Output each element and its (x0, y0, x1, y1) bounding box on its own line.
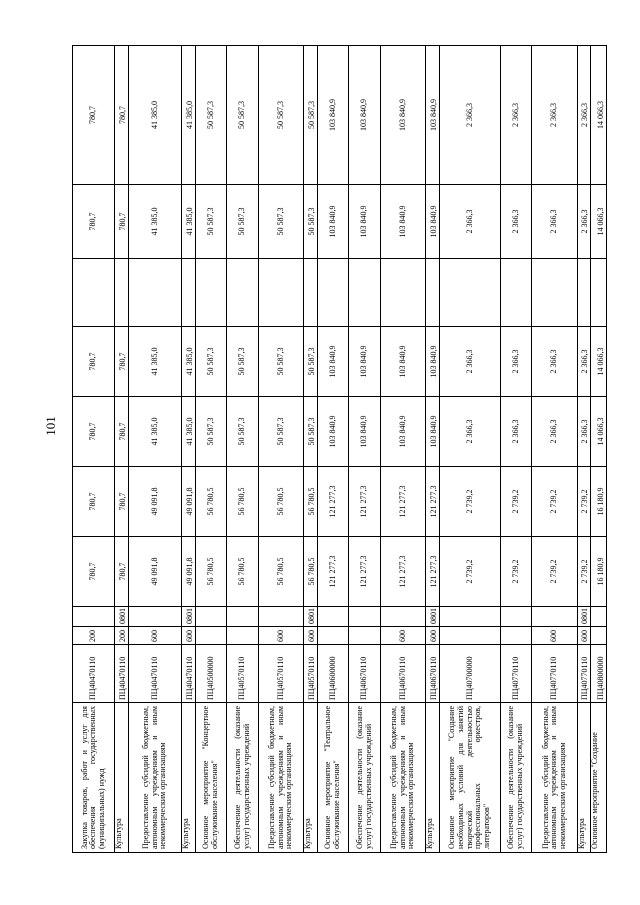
table-row (426, 46, 440, 853)
value-cell: 2 739,2 (501, 537, 532, 607)
value-cell: 2 739,2 (501, 467, 532, 537)
section-code: 0801 (426, 607, 440, 627)
value-cell: 2 739,2 (578, 467, 591, 537)
value-cell: 103 840,9 (318, 327, 349, 397)
value-cell: 50 587,3 (259, 397, 304, 467)
value-cell: 2 366,3 (440, 327, 501, 397)
table-row (304, 46, 318, 853)
table-row (440, 46, 501, 853)
row-name: Основное мероприятие "Концертное обслуживание населения" (196, 703, 227, 853)
value-cell: 50 587,3 (196, 46, 227, 185)
value-cell: 2 366,3 (440, 397, 501, 467)
value-cell: 121 277,3 (318, 537, 349, 607)
value-cell: 121 277,3 (426, 467, 440, 537)
value-cell: 780,7 (73, 537, 115, 607)
value-cell: 14 066,3 (591, 397, 607, 467)
target-code: ПЦ40470110 (182, 645, 196, 703)
value-cell: 50 587,3 (227, 185, 259, 259)
target-code: ПЦ40670110 (381, 645, 426, 703)
value-cell: 2 739,2 (578, 537, 591, 607)
expense-group: 600 (426, 627, 440, 645)
target-code: ПЦ40570110 (259, 645, 304, 703)
value-cell: 780,7 (73, 46, 115, 185)
section-code (129, 607, 182, 627)
expense-group (349, 627, 381, 645)
value-cell: 103 840,9 (349, 185, 381, 259)
value-cell: 50 587,3 (304, 397, 318, 467)
target-code: ПЦ40470110 (129, 645, 182, 703)
value-cell: 103 840,9 (381, 185, 426, 259)
expense-group: 600 (578, 627, 591, 645)
value-cell: 50 587,3 (304, 185, 318, 259)
expense-group: 200 (73, 627, 115, 645)
value-cell: 780,7 (73, 467, 115, 537)
table-row (259, 46, 304, 853)
value-cell (532, 259, 578, 327)
value-cell: 103 840,9 (381, 397, 426, 467)
value-cell: 56 780,5 (196, 467, 227, 537)
table-row (349, 46, 381, 853)
section-code (532, 607, 578, 627)
table-row (196, 46, 227, 853)
value-cell (578, 259, 591, 327)
expense-group (196, 627, 227, 645)
value-cell: 2 366,3 (532, 46, 578, 185)
target-code: ПЦ40770110 (578, 645, 591, 703)
section-code (259, 607, 304, 627)
value-cell: 2 366,3 (440, 185, 501, 259)
row-name: Культура (578, 703, 591, 853)
value-cell: 121 277,3 (381, 467, 426, 537)
value-cell: 780,7 (115, 537, 129, 607)
table-row (227, 46, 259, 853)
value-cell: 50 587,3 (227, 46, 259, 185)
value-cell: 2 366,3 (532, 397, 578, 467)
row-name: Культура (115, 703, 129, 853)
table-row (532, 46, 578, 853)
value-cell: 2 739,2 (440, 467, 501, 537)
value-cell: 50 587,3 (304, 327, 318, 397)
table-row (182, 46, 196, 853)
section-code (501, 607, 532, 627)
value-cell: 2 366,3 (578, 397, 591, 467)
value-cell: 2 366,3 (440, 46, 501, 185)
value-cell (115, 259, 129, 327)
table-row (318, 46, 349, 853)
row-name: Основное мероприятие "Создание (591, 703, 607, 853)
section-code (318, 607, 349, 627)
value-cell: 103 840,9 (349, 327, 381, 397)
value-cell: 103 840,9 (426, 46, 440, 185)
target-code: ПЦ40670110 (426, 645, 440, 703)
value-cell: 56 780,5 (227, 467, 259, 537)
value-cell (227, 259, 259, 327)
value-cell: 49 091,8 (129, 537, 182, 607)
value-cell: 49 091,8 (129, 467, 182, 537)
value-cell: 50 587,3 (304, 46, 318, 185)
value-cell: 780,7 (115, 467, 129, 537)
value-cell: 2 366,3 (501, 46, 532, 185)
value-cell (591, 259, 607, 327)
row-name: Обеспечение деятельности (оказание услуг) государственных учреждений (349, 703, 381, 853)
target-code: ПЦ40570110 (227, 645, 259, 703)
value-cell: 50 587,3 (227, 327, 259, 397)
table-row (501, 46, 532, 853)
table-row (591, 46, 607, 853)
section-code (349, 607, 381, 627)
value-cell: 41 385,0 (129, 397, 182, 467)
value-cell: 121 277,3 (318, 467, 349, 537)
section-code (196, 607, 227, 627)
value-cell: 780,7 (115, 185, 129, 259)
section-code: 0801 (182, 607, 196, 627)
value-cell: 56 780,5 (196, 537, 227, 607)
row-name: Культура (304, 703, 318, 853)
section-code (381, 607, 426, 627)
value-cell: 41 385,0 (182, 185, 196, 259)
value-cell (440, 259, 501, 327)
section-code: 0801 (115, 607, 129, 627)
target-code: ПЦ40600000 (318, 645, 349, 703)
row-name: Обеспечение деятельности (оказание услуг) государственных учреждений (501, 703, 532, 853)
value-cell: 121 277,3 (349, 537, 381, 607)
value-cell: 121 277,3 (381, 537, 426, 607)
value-cell: 2 366,3 (578, 185, 591, 259)
table-row (115, 46, 129, 853)
value-cell: 780,7 (115, 327, 129, 397)
expense-group: 600 (129, 627, 182, 645)
value-cell (196, 259, 227, 327)
value-cell: 2 366,3 (532, 327, 578, 397)
section-code (227, 607, 259, 627)
value-cell: 49 091,8 (182, 537, 196, 607)
row-name: Культура (426, 703, 440, 853)
value-cell: 16 180,9 (591, 537, 607, 607)
target-code: ПЦ40500000 (196, 645, 227, 703)
section-code: 0801 (578, 607, 591, 627)
row-name: Предоставление субсидий бюджетным, автономным учреждениям и иным некоммерческим организациям (259, 703, 304, 853)
value-cell: 56 780,5 (227, 537, 259, 607)
value-cell: 2 366,3 (501, 397, 532, 467)
section-code (440, 607, 501, 627)
target-code: ПЦ40570110 (304, 645, 318, 703)
target-code: ПЦ40770110 (501, 645, 532, 703)
expense-group (318, 627, 349, 645)
target-code: ПЦ40470110 (73, 645, 115, 703)
value-cell: 50 587,3 (196, 185, 227, 259)
target-code: ПЦ40770110 (532, 645, 578, 703)
value-cell (318, 259, 349, 327)
value-cell: 2 366,3 (578, 46, 591, 185)
value-cell: 50 587,3 (227, 397, 259, 467)
table-row (381, 46, 426, 853)
value-cell: 780,7 (115, 46, 129, 185)
row-name: Предоставление субсидий бюджетным, автономным учреждениям и иным некоммерческим организациям (532, 703, 578, 853)
expense-group: 600 (381, 627, 426, 645)
value-cell (182, 259, 196, 327)
row-name: Обеспечение деятельности (оказание услуг) государственных учреждений (227, 703, 259, 853)
value-cell (129, 259, 182, 327)
value-cell: 56 780,5 (304, 467, 318, 537)
page-number: 101 (43, 416, 58, 436)
row-name: Закупка товаров, работ и услуг для обеспечения государственных (муниципальных) нужд (73, 703, 115, 853)
value-cell: 41 385,0 (182, 46, 196, 185)
value-cell: 2 739,2 (532, 467, 578, 537)
expense-group: 600 (259, 627, 304, 645)
value-cell: 50 587,3 (196, 327, 227, 397)
value-cell: 2 739,2 (532, 537, 578, 607)
target-code: ПЦ40670110 (349, 645, 381, 703)
value-cell: 780,7 (115, 397, 129, 467)
value-cell: 103 840,9 (318, 185, 349, 259)
value-cell: 14 066,3 (591, 46, 607, 185)
expense-group: 200 (115, 627, 129, 645)
table-body (73, 46, 607, 853)
value-cell (501, 259, 532, 327)
table-row (578, 46, 591, 853)
value-cell: 14 066,3 (591, 327, 607, 397)
value-cell: 780,7 (73, 327, 115, 397)
value-cell: 2 366,3 (501, 327, 532, 397)
section-code (591, 607, 607, 627)
value-cell: 50 587,3 (259, 46, 304, 185)
value-cell: 49 091,8 (182, 467, 196, 537)
value-cell (426, 259, 440, 327)
value-cell: 103 840,9 (381, 46, 426, 185)
table-frame (72, 66, 606, 853)
row-name: Основное мероприятие "Театральное обслуживание населения" (318, 703, 349, 853)
row-name: Предоставление субсидий бюджетным, автономным учреждениям и иным некоммерческим организациям (129, 703, 182, 853)
budget-table (72, 45, 607, 853)
value-cell: 2 366,3 (501, 185, 532, 259)
value-cell: 103 840,9 (381, 327, 426, 397)
row-name: Культура (182, 703, 196, 853)
value-cell: 103 840,9 (426, 397, 440, 467)
value-cell (259, 259, 304, 327)
value-cell: 103 840,9 (349, 46, 381, 185)
row-name: Предоставление субсидий бюджетным, автономным учреждениям и иным некоммерческим организациям (381, 703, 426, 853)
value-cell: 41 385,0 (129, 46, 182, 185)
expense-group: 600 (304, 627, 318, 645)
value-cell: 103 840,9 (349, 397, 381, 467)
value-cell: 56 780,5 (259, 537, 304, 607)
value-cell: 50 587,3 (196, 397, 227, 467)
value-cell: 121 277,3 (349, 467, 381, 537)
value-cell: 780,7 (73, 185, 115, 259)
expense-group (440, 627, 501, 645)
value-cell: 41 385,0 (129, 327, 182, 397)
expense-group (501, 627, 532, 645)
value-cell: 50 587,3 (259, 327, 304, 397)
expense-group (591, 627, 607, 645)
expense-group: 600 (182, 627, 196, 645)
table-row (73, 46, 115, 853)
value-cell: 50 587,3 (259, 185, 304, 259)
value-cell (73, 259, 115, 327)
value-cell: 56 780,5 (304, 537, 318, 607)
value-cell: 103 840,9 (426, 185, 440, 259)
value-cell (304, 259, 318, 327)
section-code: 0801 (304, 607, 318, 627)
target-code: ПЦ40470110 (115, 645, 129, 703)
table-row (129, 46, 182, 853)
expense-group (227, 627, 259, 645)
section-code (73, 607, 115, 627)
value-cell: 103 840,9 (426, 327, 440, 397)
value-cell: 103 840,9 (318, 46, 349, 185)
value-cell: 16 180,9 (591, 467, 607, 537)
value-cell (381, 259, 426, 327)
value-cell (349, 259, 381, 327)
value-cell: 103 840,9 (318, 397, 349, 467)
value-cell: 2 366,3 (532, 185, 578, 259)
budget-table-rotated (72, 66, 606, 853)
value-cell: 56 780,5 (259, 467, 304, 537)
value-cell: 2 739,2 (440, 537, 501, 607)
value-cell: 14 066,3 (591, 185, 607, 259)
value-cell: 121 277,3 (426, 537, 440, 607)
value-cell: 41 385,0 (182, 397, 196, 467)
value-cell: 41 385,0 (182, 327, 196, 397)
row-name: Основное мероприятие "Создание необходимых условий для занятий творческой деятельностью профессиональных оркестров, литераторов" (440, 703, 501, 853)
target-code: ПЦ40800000 (591, 645, 607, 703)
target-code: ПЦ40700000 (440, 645, 501, 703)
value-cell: 780,7 (73, 397, 115, 467)
value-cell: 2 366,3 (578, 327, 591, 397)
value-cell: 41 385,0 (129, 185, 182, 259)
expense-group: 600 (532, 627, 578, 645)
